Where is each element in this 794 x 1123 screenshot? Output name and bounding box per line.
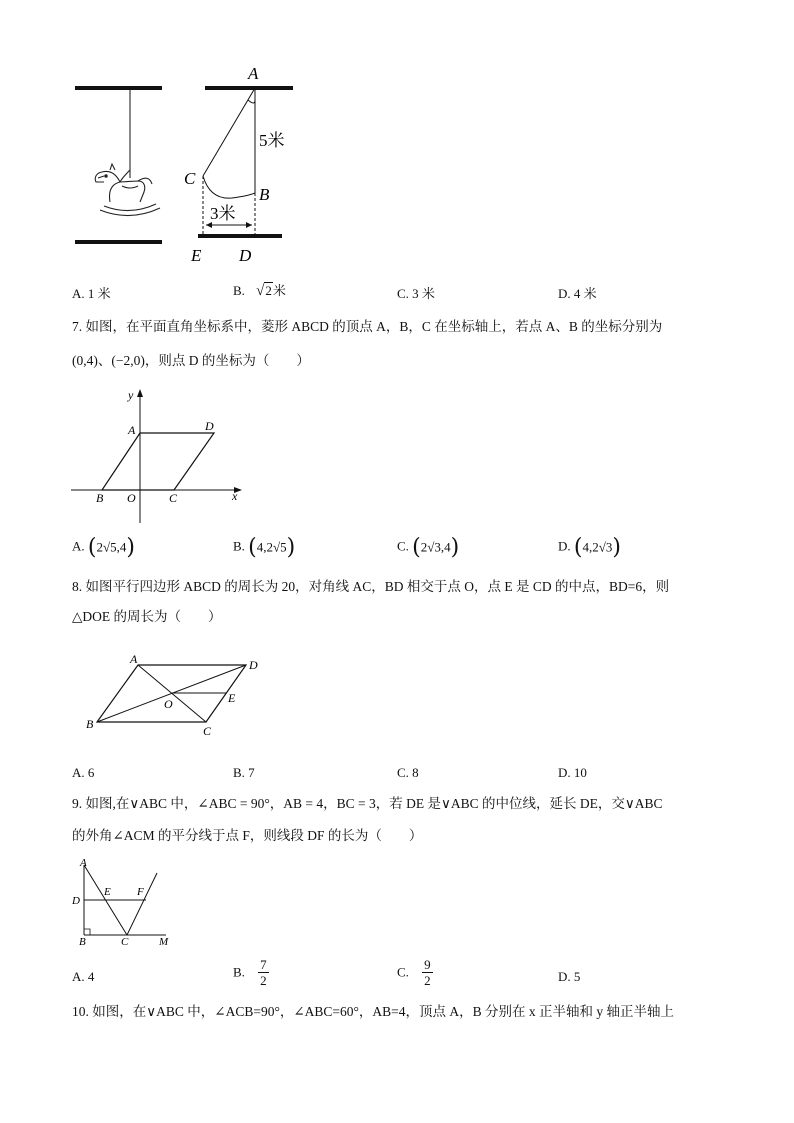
point-m: M bbox=[159, 936, 169, 947]
q8-stem-line1: 8. 如图平行四边形 ABCD 的周长为 20，对角线 AC，BD 相交于点 O，点 E 是 CD 的中点，BD=6，则 bbox=[72, 579, 670, 594]
q7-option-a bbox=[72, 535, 135, 560]
q7-option-d-value: 4,2√3 bbox=[582, 539, 613, 555]
q7-option-c-label: C. bbox=[397, 538, 409, 554]
q9-option-b-label: B. bbox=[233, 964, 245, 980]
point-b: B bbox=[86, 717, 94, 731]
q6-option-b bbox=[233, 280, 286, 300]
q7-option-c-value: 2√3,4 bbox=[420, 539, 451, 555]
paren-left-icon: ( bbox=[573, 535, 583, 560]
paren-left-icon: ( bbox=[248, 535, 257, 560]
q7-option-c bbox=[397, 535, 459, 560]
q6-option-b-radicand: 2 bbox=[265, 283, 272, 298]
q9-stem-line2: 的外角∠ACM 的平分线于点 F，则线段 DF 的长为（ ） bbox=[72, 828, 423, 843]
point-a: A bbox=[130, 652, 138, 666]
rocking-horse-icon bbox=[95, 164, 160, 216]
axis-x-label: x bbox=[232, 489, 238, 503]
paren-left-icon: ( bbox=[87, 535, 97, 560]
q8-figure bbox=[80, 650, 270, 742]
q8-option-b: B. 7 bbox=[233, 765, 255, 780]
q6-option-d: D. 4 米 bbox=[558, 286, 597, 301]
q9-option-c bbox=[397, 957, 433, 988]
q8-option-c: C. 8 bbox=[397, 765, 419, 780]
label-5m: 5米 bbox=[259, 131, 285, 150]
q6-figure bbox=[60, 60, 320, 270]
q7-option-b bbox=[233, 535, 295, 560]
point-o: O bbox=[164, 697, 173, 711]
label-b: B bbox=[259, 185, 270, 204]
q7-figure bbox=[66, 385, 256, 530]
q7-option-d-label: D. bbox=[558, 538, 571, 554]
paren-right-icon: ) bbox=[126, 535, 135, 560]
q9-option-b-fraction bbox=[258, 957, 269, 988]
q9-figure bbox=[70, 855, 180, 947]
point-d: D bbox=[249, 658, 258, 672]
point-d: D bbox=[205, 419, 214, 433]
point-c: C bbox=[169, 491, 178, 505]
q9-option-a: A. 4 bbox=[72, 969, 95, 984]
rhombus-abcd bbox=[102, 433, 214, 490]
paren-right-icon: ) bbox=[286, 535, 296, 560]
q8-option-d: D. 10 bbox=[558, 765, 587, 780]
sqrt-icon: √ bbox=[256, 283, 265, 299]
q9-option-b bbox=[233, 957, 269, 988]
q7-option-d bbox=[558, 535, 621, 560]
point-e: E bbox=[228, 691, 236, 705]
q9-stem-line1: 9. 如图,在∨ABC 中，∠ABC = 90°，AB = 4，BC = 3，若 DE 是∨ABC 的中位线，延长 DE，交∨ABC bbox=[72, 796, 663, 811]
label-3m: 3米 bbox=[210, 204, 236, 223]
q6-option-a: A. 1 米 bbox=[72, 286, 111, 301]
point-d: D bbox=[72, 895, 80, 907]
arc-cb bbox=[203, 176, 255, 198]
label-e: E bbox=[191, 246, 202, 265]
q8-stem-line2: △DOE 的周长为（ ） bbox=[72, 609, 222, 624]
q7-option-a-label: A. bbox=[72, 538, 85, 554]
point-a: A bbox=[128, 423, 136, 437]
point-b: B bbox=[79, 936, 86, 947]
q7-option-a-value: 2√5,4 bbox=[96, 539, 127, 555]
label-a: A bbox=[248, 64, 259, 83]
y-axis-arrow-icon bbox=[137, 389, 143, 397]
fraction-numerator: 9 bbox=[424, 957, 431, 972]
label-c: C bbox=[184, 169, 196, 188]
axis-y-label: y bbox=[128, 388, 134, 402]
right-angle-mark bbox=[84, 929, 90, 935]
point-b: B bbox=[96, 491, 104, 505]
point-c: C bbox=[203, 724, 212, 738]
fraction-denominator: 2 bbox=[424, 973, 431, 988]
q7-option-b-label: B. bbox=[233, 538, 245, 554]
fraction-numerator: 7 bbox=[260, 957, 267, 972]
angle-mark-a bbox=[248, 100, 255, 103]
point-c: C bbox=[121, 936, 129, 947]
q6-option-c: C. 3 米 bbox=[397, 286, 435, 301]
paren-left-icon: ( bbox=[412, 535, 421, 560]
label-d: D bbox=[239, 246, 252, 265]
paren-right-icon: ) bbox=[450, 535, 460, 560]
point-f: F bbox=[137, 886, 144, 898]
q9-option-c-fraction bbox=[422, 957, 433, 988]
bisector-cf bbox=[127, 873, 157, 935]
q6-option-b-label: B. bbox=[233, 283, 245, 298]
q8-option-a: A. 6 bbox=[72, 765, 95, 780]
rope-ac bbox=[203, 88, 255, 176]
q7-stem-line2: (0,4)、(−2,0)，则点 D 的坐标为（ ） bbox=[72, 353, 310, 368]
q7-option-b-value: 4,2√5 bbox=[256, 539, 287, 555]
paren-right-icon: ) bbox=[612, 535, 621, 560]
point-a: A bbox=[80, 857, 87, 869]
point-o: O bbox=[127, 491, 136, 505]
q7-stem-line1: 7. 如图，在平面直角坐标系中，菱形 ABCD 的顶点 A，B，C 在坐标轴上，若点 A、B 的坐标分别为 bbox=[72, 319, 663, 334]
q9-option-c-label: C. bbox=[397, 964, 409, 980]
q6-option-b-unit: 米 bbox=[272, 283, 286, 298]
q9-option-d: D. 5 bbox=[558, 969, 581, 984]
fraction-denominator: 2 bbox=[260, 973, 267, 988]
q10-stem-line1: 10. 如图，在∨ABC 中，∠ACB=90°，∠ABC=60°，AB=4，顶点 A，B 分别在 x 正半轴和 y 轴正半轴上 bbox=[72, 1004, 675, 1019]
point-e: E bbox=[104, 886, 111, 898]
